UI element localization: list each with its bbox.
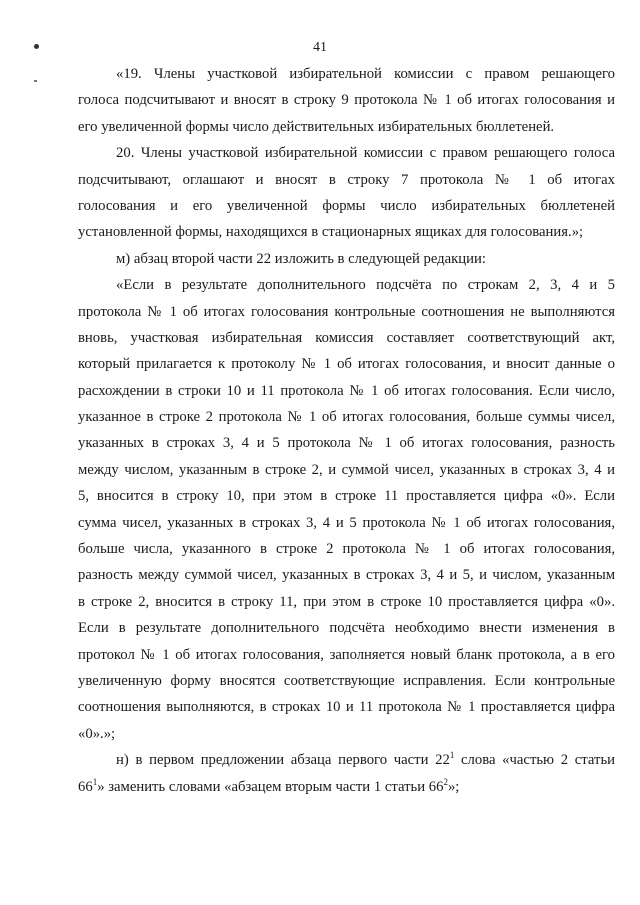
text-line: подсчитывают, оглашают и вносят в строку 7 протокола № 1 об итогах <box>78 171 615 188</box>
paragraph-item-19 <box>78 61 615 140</box>
superscript: 2 <box>443 776 448 787</box>
text-line: установленной формы, находящихся в стационарных ящиках для голосования.»; <box>78 224 584 241</box>
paragraph-subitem-n <box>78 747 615 800</box>
text-line: больше числа, указанного в строке 2 протокола № 1 об итогах голосования, <box>78 541 615 558</box>
text-line <box>78 774 615 800</box>
text-fragment: 66 <box>78 778 93 795</box>
text-line: в строке 2, вносится в строку 11, при этом в строке 10 проставляется цифра «0». <box>78 593 615 610</box>
paragraph-item-20 <box>78 140 615 246</box>
text-line: сумма чисел, указанных в строках 3, 4 и 5 протокола № 1 об итогах голосования, <box>78 514 615 531</box>
text-line: вновь, участковая избирательная комиссия составляет соответствующий акт, <box>78 329 615 346</box>
text-line: разность между суммой чисел, указанных в строках 3, 4 и 5, и числом, указанным <box>78 567 615 584</box>
text-fragment: »; <box>447 778 460 795</box>
superscript: 1 <box>449 750 455 761</box>
text-line: «0».»; <box>78 725 116 742</box>
text-fragment: н) в первом предложении абзаца первого части 22 <box>116 752 450 769</box>
text-line: указанных в строках 3, 4 и 5 протокола № 1 об итогах голосования, разность <box>78 435 615 452</box>
superscript: 1 <box>92 776 98 787</box>
paragraph-subitem-m <box>78 246 615 272</box>
text-line: «19. Члены участковой избирательной комиссии с правом решающего <box>116 66 615 82</box>
page-number: 41 <box>313 40 327 55</box>
document-body <box>78 61 615 800</box>
text-line: расхождении в строки 10 и 11 протокола № 1 об итогах голосования. Если число, <box>78 382 615 399</box>
text-line: указанное в строке 2 протокола № 1 об итогах голосования, больше суммы чисел, <box>78 409 615 426</box>
text-line: соотношения выполняются, в строках 10 и 11 протокола № 1 проставляется цифра <box>78 699 615 716</box>
text-line: Если в результате дополнительного подсчёта необходимо внести изменения в <box>78 620 615 637</box>
text-line: «Если в результате дополнительного подсчёта по строкам 2, 3, 4 и 5 <box>116 277 615 294</box>
text-line <box>78 747 615 773</box>
text-line: протокола № 1 об итогах голосования контрольные соотношения не выполняются <box>78 303 615 320</box>
text-line: голосования и его увеличенной формы число избирательных бюллетеней <box>78 197 615 214</box>
text-fragment: слова «частью 2 статьи <box>454 752 615 769</box>
text-line: протокол № 1 об итогах голосования, заполняется новый бланк протокола, а в его <box>78 646 615 663</box>
text-line: м) абзац второй части 22 изложить в следующей редакции: <box>116 250 486 267</box>
margin-dash-mark <box>34 80 37 82</box>
text-line: увеличенную форму вносятся соответствующие исправления. Если контрольные <box>78 672 615 689</box>
paragraph-quoted-text <box>78 272 615 747</box>
text-line: 5, вносится в строку 10, при этом в строке 11 проставляется цифра «0». Если <box>78 488 615 505</box>
text-line: который прилагается к протоколу № 1 об итогах голосования, и вносит данные о <box>78 356 615 373</box>
text-line: его увеличенной формы число действительных избирательных бюллетеней. <box>78 118 555 135</box>
text-line: 20. Члены участковой избирательной комиссии с правом решающего голоса <box>116 145 615 162</box>
text-line: голоса подсчитывают и вносят в строку 9 протокола № 1 об итогах голосования и <box>78 92 615 109</box>
text-line: между числом, указанным в строке 2, и суммой чисел, указанных в строках 3, 4 и <box>78 461 615 478</box>
text-fragment: » заменить словами «абзацем вторым части 1 статьи 66 <box>97 778 444 795</box>
